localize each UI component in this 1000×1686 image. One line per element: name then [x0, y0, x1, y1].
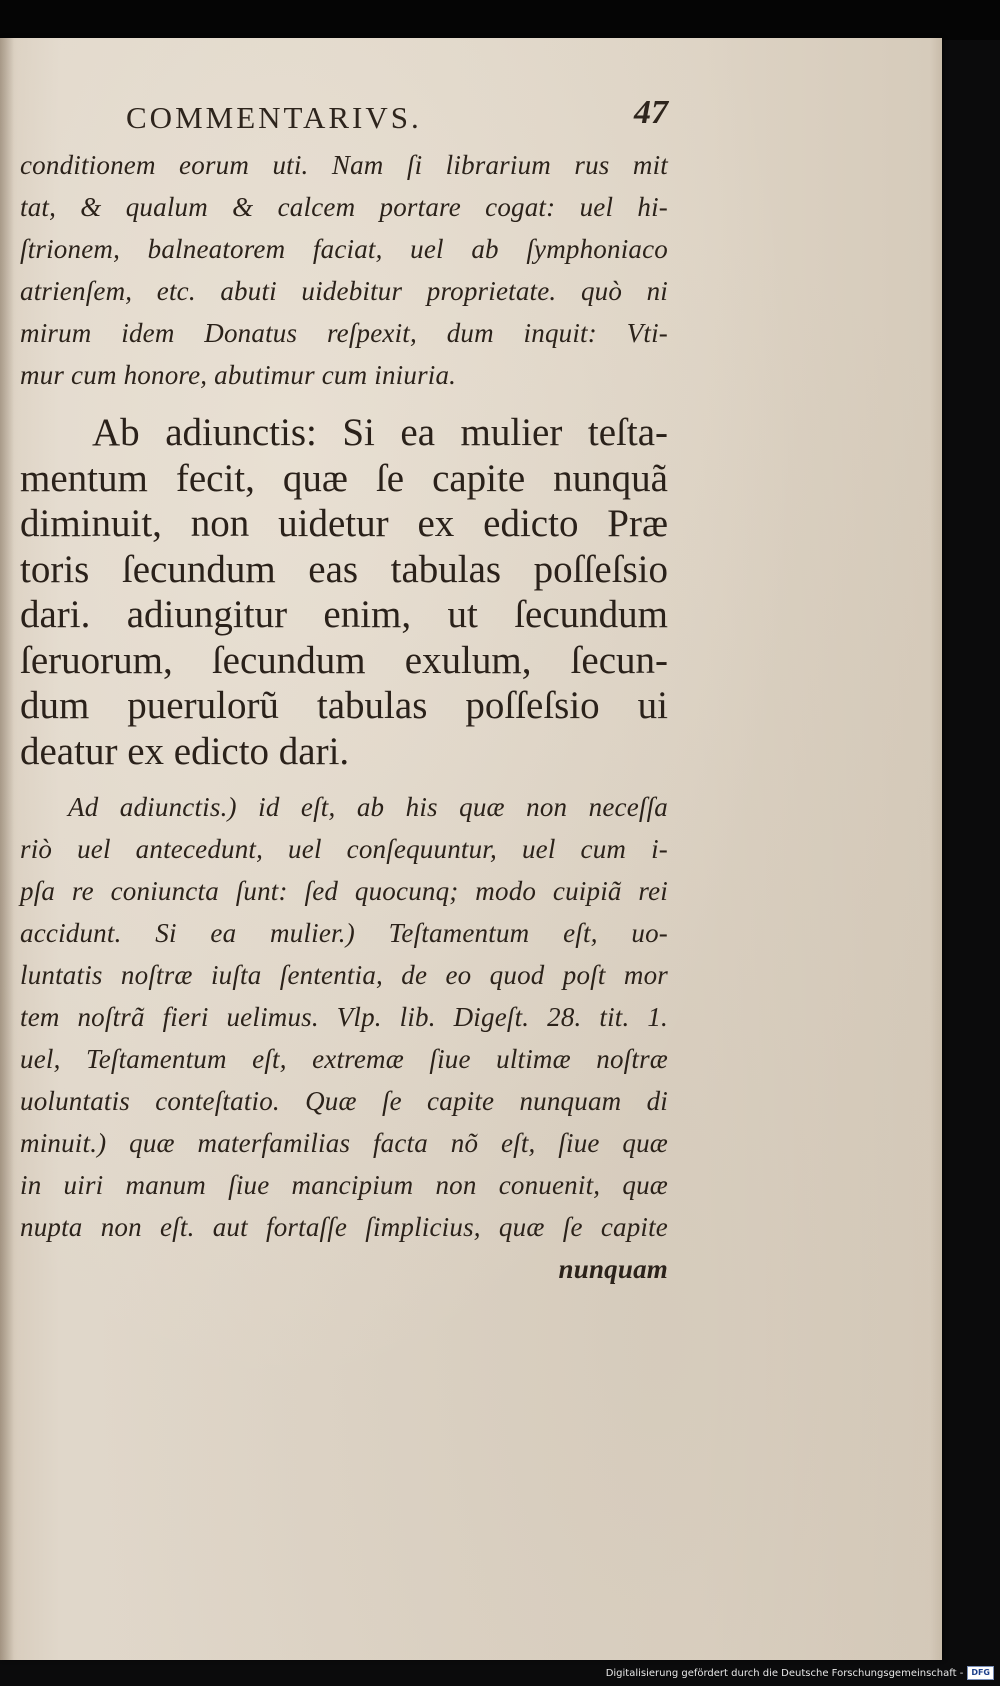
dfg-logo-icon: DFG [967, 1666, 994, 1680]
running-title: COMMENTARIVS. [126, 100, 422, 135]
main-text-line: dum puerulorũ tabulas poſſeſsio ui [20, 684, 668, 727]
main-text-line: dari. adiungitur enim, ut ſecundum [20, 593, 668, 636]
commentary-line: atrienſem, etc. abuti uidebitur proprietate. quò ni [20, 276, 668, 306]
page-gutter-shadow [0, 38, 14, 1660]
commentary-line: conditionem eorum uti. Nam ſi librarium rus mit [20, 150, 668, 180]
commentary-line: luntatis noſtræ iuſta ſententia, de eo quod poſt mor [20, 960, 668, 990]
credit-text: Digitalisierung gefördert durch die Deutsche Forschungsgemeinschaft - [605, 1667, 964, 1679]
commentary-line: minuit.) quæ materfamilias facta nõ eſt, ſiue quæ [20, 1128, 668, 1158]
main-text-line: toris ſecundum eas tabulas poſſeſsio [20, 547, 668, 591]
catchword: nunquam [558, 1254, 668, 1284]
commentary-line: uel, Teſtamentum eſt, extremæ ſiue ultimæ noſtræ [20, 1044, 668, 1074]
commentary-line: tem noſtrã fieri uelimus. Vlp. lib. Digeſt. 28. tit. 1. [20, 1002, 668, 1032]
main-text [20, 410, 668, 774]
commentary-line: mur cum honore, abutimur cum iniuria. [20, 360, 457, 390]
commentary-line: mirum idem Donatus reſpexit, dum inquit: Vti- [20, 318, 668, 348]
running-head [20, 94, 668, 144]
digitization-credit [606, 1666, 994, 1680]
main-text-line: deatur ex edicto dari. [20, 729, 350, 773]
commentary-line: uoluntatis conteſtatio. Quæ ſe capite nunquam di [20, 1086, 668, 1116]
commentary-line: ſtrionem, balneatorem faciat, uel ab ſymphoniaco [20, 234, 668, 264]
commentary-top [20, 144, 668, 396]
commentary-line: pſa re coniuncta ſunt: ſed quocunq; modo cuipiã rei [20, 876, 668, 906]
main-text-line: diminuit, non uidetur ex edicto Præ [20, 502, 668, 545]
commentary-line: nupta non eſt. aut fortaſſe ſimplicius, quæ ſe capite [20, 1212, 668, 1242]
main-text-line: ſeruorum, ſecundum exulum, ſecun- [20, 638, 668, 682]
commentary-line: Ad adiunctis.) id eſt, ab his quæ non neceſſa [68, 792, 668, 822]
commentary-bottom [20, 786, 668, 1290]
commentary-line: tat, & qualum & calcem portare cogat: uel hi- [20, 192, 668, 222]
page-text-block [20, 94, 668, 1290]
page-number: 47 [634, 94, 668, 131]
main-text-line: mentum fecit, quæ ſe capite nunquã [20, 456, 668, 500]
commentary-line: riò uel antecedunt, uel conſequuntur, uel cum i- [20, 834, 668, 864]
main-text-line: Ab adiunctis: Si ea mulier teſta- [92, 411, 668, 454]
commentary-line: in uiri manum ſiue mancipium non conuenit, quæ [20, 1170, 668, 1200]
scan-top-border [0, 0, 1000, 40]
commentary-line: accidunt. Si ea mulier.) Teſtamentum eſt, uo- [20, 918, 668, 948]
